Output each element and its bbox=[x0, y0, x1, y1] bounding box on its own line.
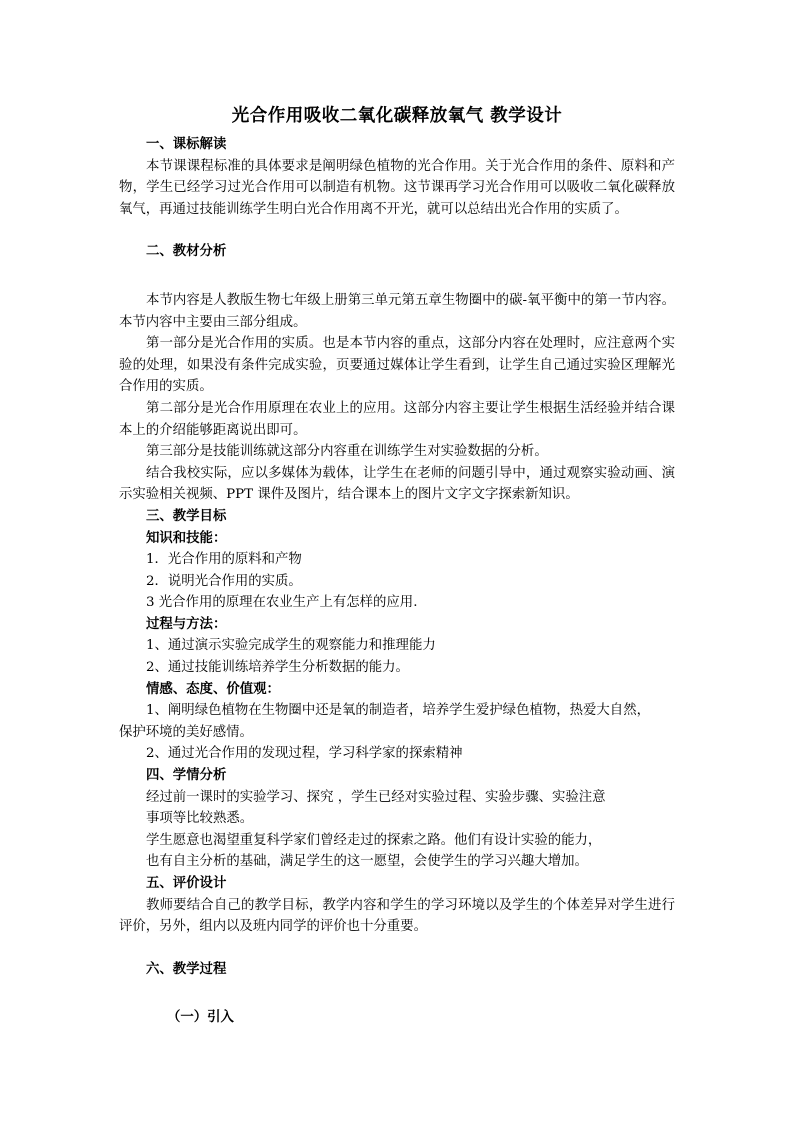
subheading-process: 过程与方法： bbox=[146, 615, 227, 632]
section-heading-objectives: 三、教学目标 bbox=[146, 507, 227, 524]
list-item: 2．说明光合作用的实质。 bbox=[146, 573, 302, 589]
text-line: 学生愿意也渴望重复科学家们曾经走过的探索之路。他们有设计实验的能力， bbox=[146, 832, 602, 848]
subheading-knowledge: 知识和技能： bbox=[146, 529, 227, 546]
paragraph-textbook-2: 第一部分是光合作用的实质。也是本节内容的重点，这部分内容在处理时，应注意两个实验的处理，如果没有条件完成实验，页要通过媒体让学生看到，让学生自己通过实验区理解光合作用的实质。 bbox=[119, 336, 675, 395]
paragraph-textbook-5: 结合我校实际，应以多媒体为载体，让学生在老师的问题引导中，通过观察实验动画、演示实验相关视频、PPT 课件及图片，结合课本上的图片文字文字探索新知识。 bbox=[119, 465, 675, 503]
text-line: 事项等比较熟悉。 bbox=[146, 811, 254, 827]
section-heading-process: 六、教学过程 bbox=[146, 960, 227, 977]
text-line: 也有自主分析的基础，满足学生的这一愿望，会使学生的学习兴趣大增加。 bbox=[146, 854, 588, 870]
section-heading-students: 四、学情分析 bbox=[146, 767, 227, 784]
spacer bbox=[119, 980, 675, 1001]
paragraph-textbook-3: 第二部分是光合作用原理在农业上的应用。这部分内容主要让学生根据生活经验并结合课本上的介绍能够距离说出即可。 bbox=[119, 400, 675, 438]
paragraph-textbook-4: 第三部分是技能训练就这部分内容重在训练学生对实验数据的分析。 bbox=[146, 444, 548, 460]
subheading-introduction: （一）引入 bbox=[167, 1009, 234, 1026]
section-heading-evaluation: 五、评价设计 bbox=[146, 875, 227, 891]
list-item: 1．光合作用的原料和产物 bbox=[146, 552, 302, 568]
list-item: 1、通过演示实验完成学生的观察能力和推理能力 bbox=[146, 638, 436, 654]
paragraph-textbook-1: 本节内容是人教版生物七年级上册第三单元第五章生物圈中的碳-氧平衡中的第一节内容。本节内容中主要由三部分组成。 bbox=[119, 292, 675, 330]
list-item-continuation: 保护环境的美好感情。 bbox=[119, 724, 253, 740]
section-heading-textbook: 二、教材分析 bbox=[146, 243, 227, 260]
section-heading-curriculum: 一、课标解读 bbox=[146, 136, 227, 152]
text-line: 经过前一课时的实验学习、探究 ，学生已经对实验过程、实验步骤、实验注意 bbox=[146, 789, 606, 805]
document-title: 光合作用吸收二氧化碳释放氧气 教学设计 bbox=[231, 106, 563, 126]
paragraph-curriculum: 本节课课程标准的具体要求是阐明绿色植物的光合作用。关于光合作用的条件、原料和产物，学生已经学习过光合作用可以制造有机物。这节课再学习光合作用可以吸收二氧化碳释放氧气，再通过技能训练学生明白光合作用离不开光，就可以总结出光合作用的实质了。 bbox=[119, 158, 675, 217]
subheading-emotion: 情感、态度、价值观： bbox=[146, 680, 280, 697]
list-item: 2、通过光合作用的发现过程，学习科学家的探索精神 bbox=[146, 746, 463, 762]
document-body bbox=[119, 104, 675, 1029]
list-item: 1、阐明绿色植物在生物圈中还是氧的制造者，培养学生爱护绿色植物，热爱大自然， bbox=[146, 703, 650, 719]
spacer bbox=[119, 938, 675, 959]
spacer bbox=[119, 220, 675, 241]
spacer bbox=[119, 263, 675, 284]
list-item: 3 光合作用的原理在农业生产上有怎样的应用. bbox=[146, 595, 418, 611]
list-item: 2、通过技能训练培养学生分析数据的能力。 bbox=[146, 660, 409, 676]
paragraph-evaluation: 教师要结合自己的教学目标，教学内容和学生的学习环境以及学生的个体差异对学生进行评价，另外，组内以及班内同学的评价也十分重要。 bbox=[119, 897, 675, 935]
